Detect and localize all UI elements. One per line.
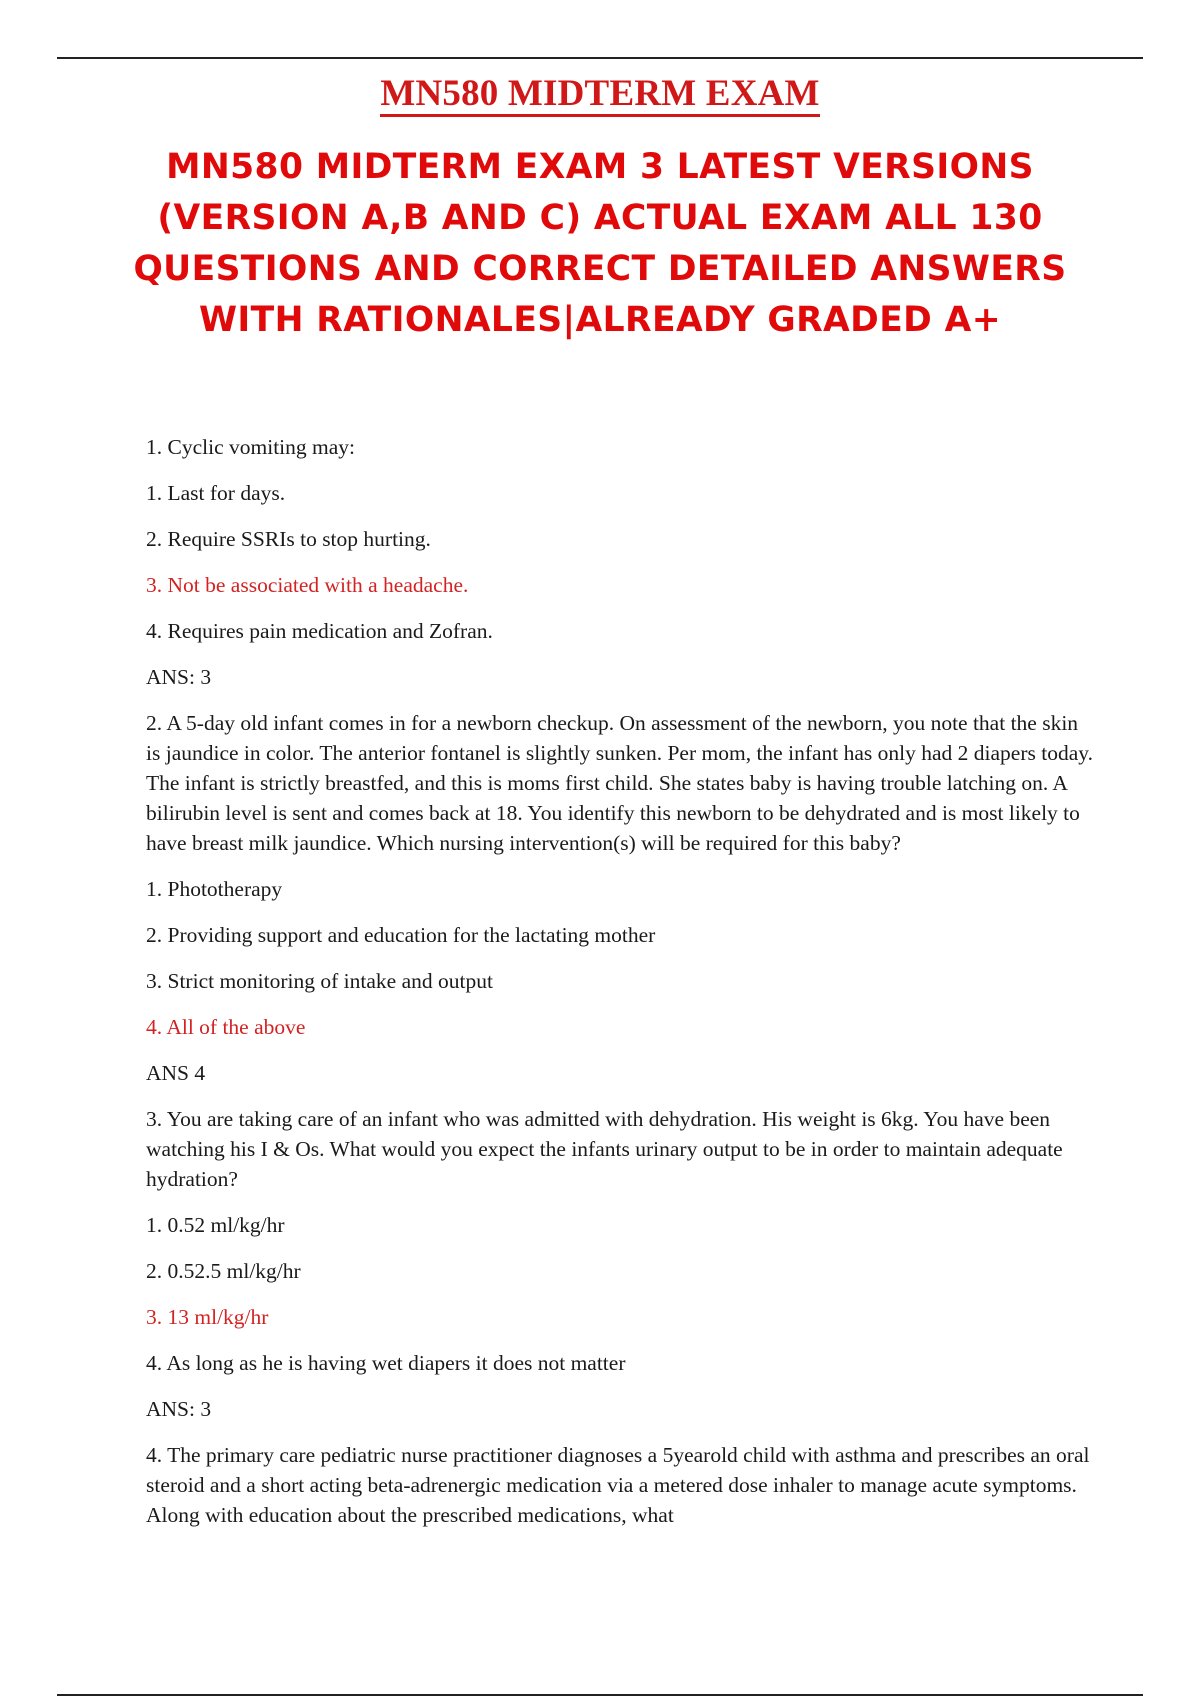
question-2-option-1: 1. Phototherapy <box>146 877 283 901</box>
question-1-option-1: 1. Last for days. <box>146 481 286 505</box>
question-3-option-4: 4. As long as he is having wet diapers it does not matter <box>146 1351 626 1375</box>
document-title-text: MN580 MIDTERM EXAM <box>380 73 819 117</box>
question-2-answer: ANS 4 <box>146 1061 206 1085</box>
question-2-option-2: 2. Providing support and education for the lactating mother <box>146 923 656 947</box>
question-2-stem: 2. A 5-day old infant comes in for a newborn checkup. On assessment of the newborn, you note that the skin is jaundice in color. The anterior fontanel is slightly sunken. Per mom, the infant has only had 2 diapers today. The infant is strictly breastfed, and this is moms first child. She states baby is having trouble latching on. A bilirubin level is sent and comes back at 18. You identify this newborn to be dehydrated and is most likely to have breast milk jaundice. Which nursing intervention(s) will be required for this baby? <box>146 711 1093 855</box>
document-title <box>0 72 1200 115</box>
question-2-option-3: 3. Strict monitoring of intake and output <box>146 969 493 993</box>
question-3-option-2: 2. 0.52.5 ml/kg/hr <box>146 1259 301 1283</box>
question-3-option-1: 1. 0.52 ml/kg/hr <box>146 1213 285 1237</box>
question-2-option-4-correct: 4. All of the above <box>146 1015 306 1039</box>
question-1-answer: ANS: 3 <box>146 665 212 689</box>
question-3-option-3-correct: 3. 13 ml/kg/hr <box>146 1305 269 1329</box>
question-3-stem: 3. You are taking care of an infant who was admitted with dehydration. His weight is 6kg. You have been watching his I & Os. What would you expect the infants urinary output to be in order to maintain adequate hydration? <box>146 1107 1063 1191</box>
question-1-option-3-correct: 3. Not be associated with a headache. <box>146 573 469 597</box>
question-4-stem: 4. The primary care pediatric nurse practitioner diagnoses a 5yearold child with asthma and prescribes an oral steroid and a short acting beta-adrenergic medication via a metered dose inhaler to manage acute symptoms. Along with education about the prescribed medications, what <box>146 1443 1090 1527</box>
question-1-option-4: 4. Requires pain medication and Zofran. <box>146 619 493 643</box>
top-rule <box>57 57 1143 59</box>
question-1-stem: 1. Cyclic vomiting may: <box>146 435 356 459</box>
bottom-rule <box>57 1694 1143 1696</box>
document-subtitle: MN580 MIDTERM EXAM 3 LATEST VERSIONS (VERSION A,B AND C) ACTUAL EXAM ALL 130 QUESTIONS AND CORRECT DETAILED ANSWERS WITH RATIONALES|ALREADY GRADED A+ <box>133 147 1067 340</box>
question-1-option-2: 2. Require SSRIs to stop hurting. <box>146 527 431 551</box>
question-3-answer: ANS: 3 <box>146 1397 212 1421</box>
document-body <box>146 432 1096 1546</box>
